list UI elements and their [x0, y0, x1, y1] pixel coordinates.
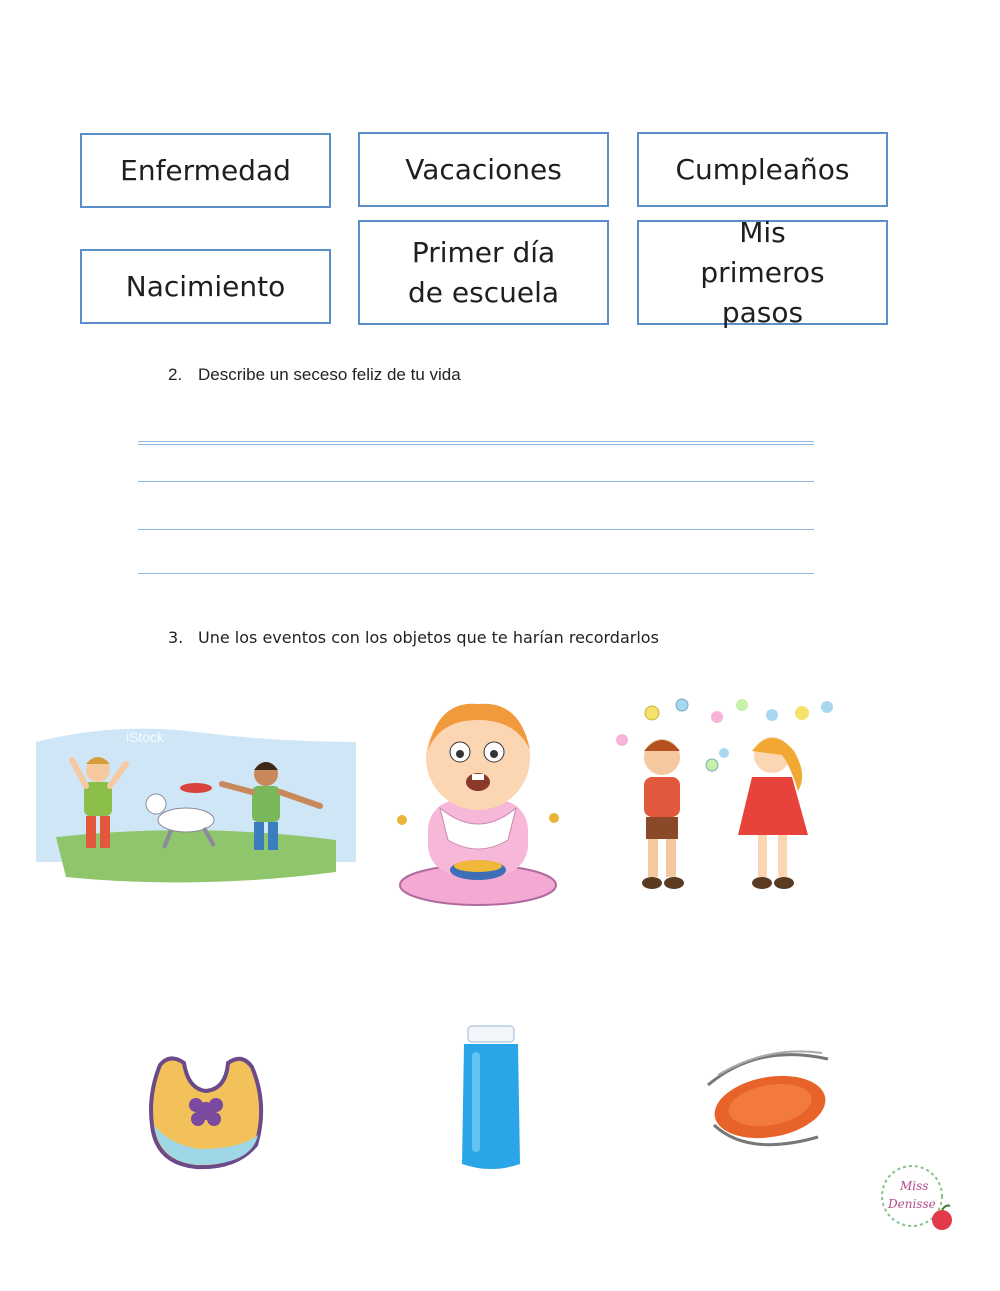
bubble-bottle-object[interactable]: [458, 1024, 524, 1174]
event-box-primer-dia[interactable]: Primer día de escuela: [358, 220, 609, 325]
watermark-text: iStock: [126, 729, 165, 745]
event-box-primeros-pasos[interactable]: Mis primeros pasos: [637, 220, 888, 325]
event-box-nacimiento[interactable]: Nacimiento: [80, 249, 331, 324]
question-2-text: Describe un seceso feliz de tu vida: [198, 365, 461, 384]
question-3-number: 3.: [168, 628, 184, 647]
answer-line-1b: [138, 444, 814, 445]
baby-eating-illustration: [388, 690, 568, 910]
question-2-number: 2.: [168, 365, 183, 384]
answer-line-1[interactable]: [138, 441, 814, 442]
logo-line-2: Denisse: [888, 1197, 936, 1211]
miss-denisse-logo: [872, 1162, 960, 1234]
event-box-cumpleanos[interactable]: Cumpleaños: [637, 132, 888, 207]
frisbee-playing-illustration: [36, 712, 356, 892]
bubbles-illustration: [612, 695, 842, 900]
logo-line-1: Miss: [900, 1179, 929, 1193]
bib-object[interactable]: [140, 1045, 270, 1175]
frisbee-object[interactable]: [698, 1045, 843, 1165]
question-3-text: Une los eventos con los objetos que te harían recordarlos: [198, 628, 659, 647]
question-3: [168, 628, 659, 647]
event-box-vacaciones[interactable]: Vacaciones: [358, 132, 609, 207]
answer-line-2[interactable]: [138, 481, 814, 482]
answer-line-3[interactable]: [138, 529, 814, 530]
event-box-enfermedad[interactable]: Enfermedad: [80, 133, 331, 208]
question-2: [168, 365, 461, 385]
answer-line-4[interactable]: [138, 573, 814, 574]
